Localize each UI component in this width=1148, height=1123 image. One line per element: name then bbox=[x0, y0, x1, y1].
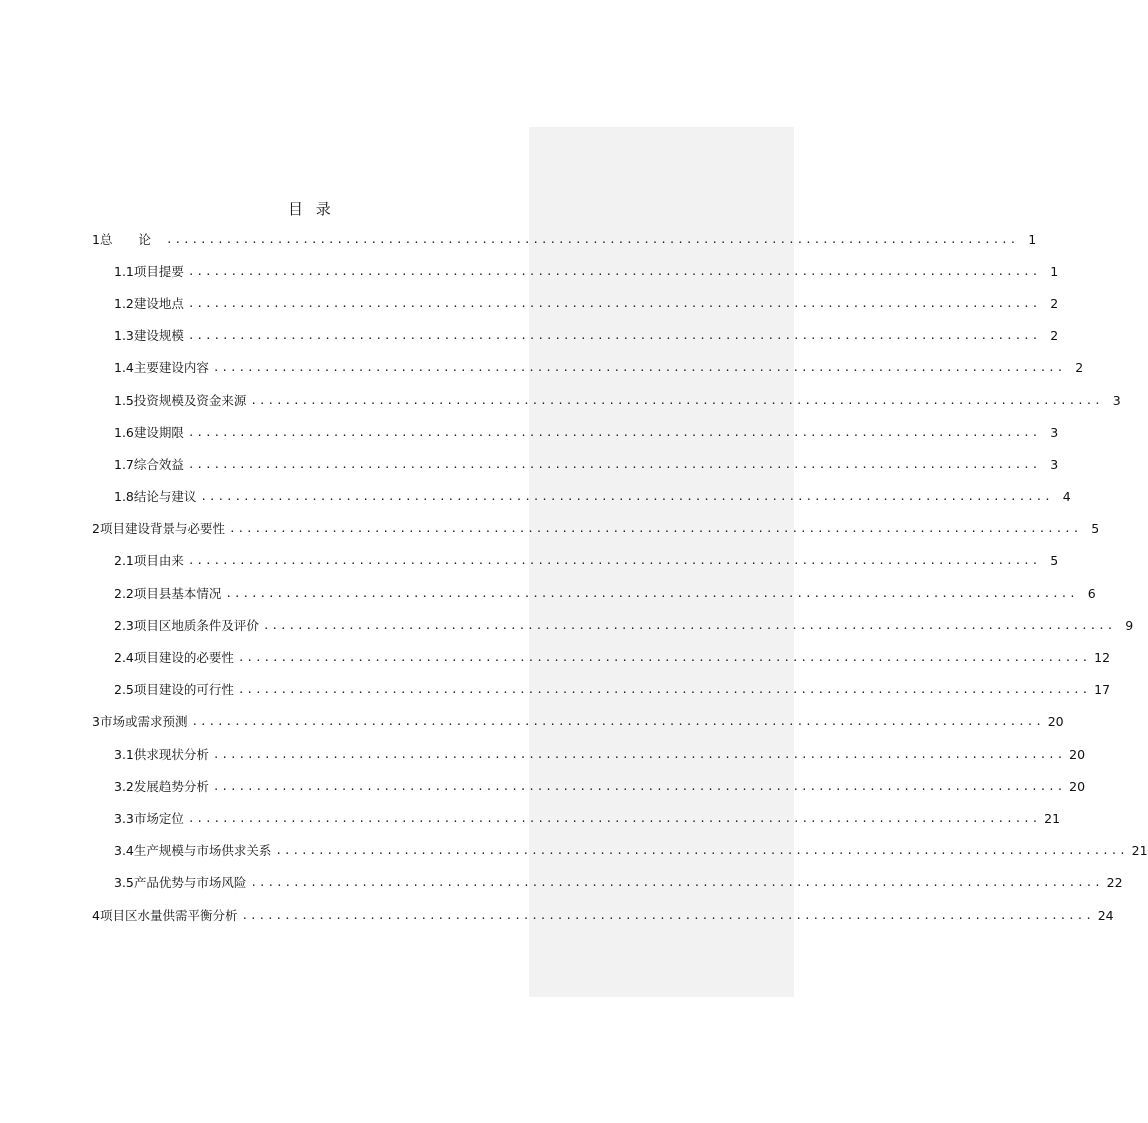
toc-entry-page: 22 bbox=[1106, 875, 1123, 890]
toc-entry[interactable] bbox=[114, 262, 1059, 282]
toc-entry-page: 5 bbox=[1050, 553, 1059, 568]
toc-leader-dots: .................................................................................................... bbox=[262, 619, 1116, 632]
toc-entry[interactable] bbox=[114, 777, 1086, 797]
toc-entry-page: 3 bbox=[1050, 425, 1059, 440]
toc-entry-page: 21 bbox=[1131, 843, 1148, 858]
toc-entry-number: 3.3 bbox=[114, 811, 134, 826]
toc-entry-page: 2 bbox=[1050, 328, 1059, 343]
toc-title: 目 录 bbox=[288, 200, 335, 218]
toc-entry-number: 2.1 bbox=[114, 553, 134, 568]
toc-entry-label: 建设规模 bbox=[133, 328, 184, 343]
toc-entry-page: 1 bbox=[1028, 232, 1037, 247]
toc-leader-dots: .................................................................................................... bbox=[237, 683, 1091, 696]
toc-entry[interactable] bbox=[114, 551, 1059, 571]
toc-entry-page: 3 bbox=[1050, 457, 1059, 472]
toc-entry[interactable] bbox=[114, 648, 1111, 668]
toc-entry-number: 1 bbox=[92, 232, 100, 247]
toc-entry-number: 3.5 bbox=[114, 875, 134, 890]
toc-entry-number: 1.4 bbox=[114, 360, 134, 375]
toc-entry[interactable] bbox=[114, 391, 1121, 411]
toc-entry[interactable] bbox=[114, 294, 1059, 314]
toc-entry-number: 1.7 bbox=[114, 457, 134, 472]
toc-entry-label: 项目提要 bbox=[133, 264, 184, 279]
toc-entry[interactable] bbox=[92, 712, 1064, 732]
toc-entry-page: 20 bbox=[1069, 747, 1086, 762]
toc-entry-label: 综合效益 bbox=[133, 457, 184, 472]
toc-entry[interactable] bbox=[114, 809, 1061, 829]
toc-entry-number: 2 bbox=[92, 521, 100, 536]
toc-entry-number: 1.8 bbox=[114, 489, 134, 504]
toc-entry[interactable] bbox=[92, 230, 1037, 250]
toc-entry[interactable] bbox=[114, 487, 1071, 507]
toc-entry[interactable] bbox=[114, 745, 1086, 765]
toc-entry-number: 3 bbox=[92, 714, 100, 729]
toc-entry-label: 项目县基本情况 bbox=[133, 586, 222, 601]
toc-entry-label: 建设地点 bbox=[133, 296, 184, 311]
toc-entry-page: 2 bbox=[1075, 360, 1084, 375]
toc-leader-dots: .................................................................................................... bbox=[187, 426, 1041, 439]
toc-leader-dots: .................................................................................................... bbox=[275, 844, 1128, 857]
toc-entry-label: 建设期限 bbox=[133, 425, 184, 440]
toc-entry-page: 21 bbox=[1044, 811, 1061, 826]
toc-entry-page: 20 bbox=[1069, 779, 1086, 794]
toc-leader-dots: .................................................................................................... bbox=[165, 233, 1019, 246]
toc-entry-page: 4 bbox=[1062, 489, 1071, 504]
toc-leader-dots: .................................................................................................... bbox=[187, 554, 1041, 567]
toc-entry[interactable] bbox=[114, 326, 1059, 346]
toc-leader-dots: .................................................................................................... bbox=[187, 265, 1041, 278]
toc-leader-dots: .................................................................................................... bbox=[250, 394, 1103, 407]
toc-entry-page: 3 bbox=[1112, 393, 1121, 408]
toc-entry-number: 2.5 bbox=[114, 682, 134, 697]
toc-leader-dots: .................................................................................................... bbox=[191, 715, 1044, 728]
toc-entry-label: 供求现状分析 bbox=[133, 747, 209, 762]
toc-entry[interactable] bbox=[114, 680, 1111, 700]
toc-leader-dots: .................................................................................................... bbox=[225, 587, 1078, 600]
toc-entry-label: 结论与建议 bbox=[133, 489, 197, 504]
toc-entry-number: 1.3 bbox=[114, 328, 134, 343]
toc-leader-dots: .................................................................................................... bbox=[250, 876, 1103, 889]
toc-entry-label: 市场定位 bbox=[133, 811, 184, 826]
toc-leader-dots: .................................................................................................... bbox=[187, 812, 1041, 825]
toc-entry-number: 3.1 bbox=[114, 747, 134, 762]
toc-entry-label: 总 论 bbox=[99, 232, 162, 247]
toc-entry[interactable] bbox=[114, 841, 1148, 861]
toc-entry-number: 2.3 bbox=[114, 618, 134, 633]
toc-entry-page: 12 bbox=[1094, 650, 1111, 665]
toc-entry-label: 产品优势与市场风险 bbox=[133, 875, 247, 890]
toc-entry[interactable] bbox=[114, 616, 1134, 636]
toc-entry-label: 项目由来 bbox=[133, 553, 184, 568]
toc-leader-dots: .................................................................................................... bbox=[212, 748, 1066, 761]
toc-entry-label: 投资规模及资金来源 bbox=[133, 393, 247, 408]
toc-leader-dots: .................................................................................................... bbox=[212, 780, 1066, 793]
toc-entry-number: 4 bbox=[92, 908, 100, 923]
toc-entry-page: 5 bbox=[1091, 521, 1100, 536]
toc-entry-label: 项目区水量供需平衡分析 bbox=[99, 908, 238, 923]
toc-leader-dots: .................................................................................................... bbox=[187, 297, 1041, 310]
toc-entry-page: 20 bbox=[1047, 714, 1064, 729]
toc-leader-dots: .................................................................................................... bbox=[200, 490, 1053, 503]
toc-entry-number: 2.2 bbox=[114, 586, 134, 601]
toc-leader-dots: .................................................................................................... bbox=[187, 458, 1041, 471]
toc-entry-page: 24 bbox=[1097, 908, 1114, 923]
toc-entry-number: 2.4 bbox=[114, 650, 134, 665]
toc-entry-label: 项目建设背景与必要性 bbox=[99, 521, 225, 536]
toc-entry[interactable] bbox=[92, 519, 1100, 539]
toc-leader-dots: .................................................................................................... bbox=[187, 329, 1041, 342]
toc-entry[interactable] bbox=[114, 873, 1123, 893]
toc-entry-label: 项目建设的可行性 bbox=[133, 682, 234, 697]
toc-entry-number: 3.4 bbox=[114, 843, 134, 858]
toc-entry-label: 项目区地质条件及评价 bbox=[133, 618, 259, 633]
toc-entry-page: 17 bbox=[1094, 682, 1111, 697]
toc-entry-page: 1 bbox=[1050, 264, 1059, 279]
toc-entry-label: 市场或需求预测 bbox=[99, 714, 188, 729]
toc-entry-label: 项目建设的必要性 bbox=[133, 650, 234, 665]
toc-entry-number: 1.6 bbox=[114, 425, 134, 440]
toc-entry[interactable] bbox=[114, 423, 1059, 443]
toc-leader-dots: .................................................................................................... bbox=[241, 909, 1094, 922]
toc-entry-number: 1.1 bbox=[114, 264, 134, 279]
toc-leader-dots: .................................................................................................... bbox=[237, 651, 1091, 664]
toc-leader-dots: .................................................................................................... bbox=[212, 361, 1066, 374]
toc-entry-label: 生产规模与市场供求关系 bbox=[133, 843, 272, 858]
toc-entry[interactable] bbox=[114, 358, 1084, 378]
toc-entry-label: 发展趋势分析 bbox=[133, 779, 209, 794]
toc-entry-number: 3.2 bbox=[114, 779, 134, 794]
toc-entry-number: 1.2 bbox=[114, 296, 134, 311]
toc-entry-page: 9 bbox=[1125, 618, 1134, 633]
toc-entry-page: 6 bbox=[1087, 586, 1096, 601]
toc-entry[interactable] bbox=[114, 584, 1096, 604]
toc-entry-page: 2 bbox=[1050, 296, 1059, 311]
toc-entry-label: 主要建设内容 bbox=[133, 360, 209, 375]
toc-entry[interactable] bbox=[92, 906, 1114, 926]
toc-entry[interactable] bbox=[114, 455, 1059, 475]
toc-entry-number: 1.5 bbox=[114, 393, 134, 408]
toc-leader-dots: .................................................................................................... bbox=[228, 522, 1082, 535]
